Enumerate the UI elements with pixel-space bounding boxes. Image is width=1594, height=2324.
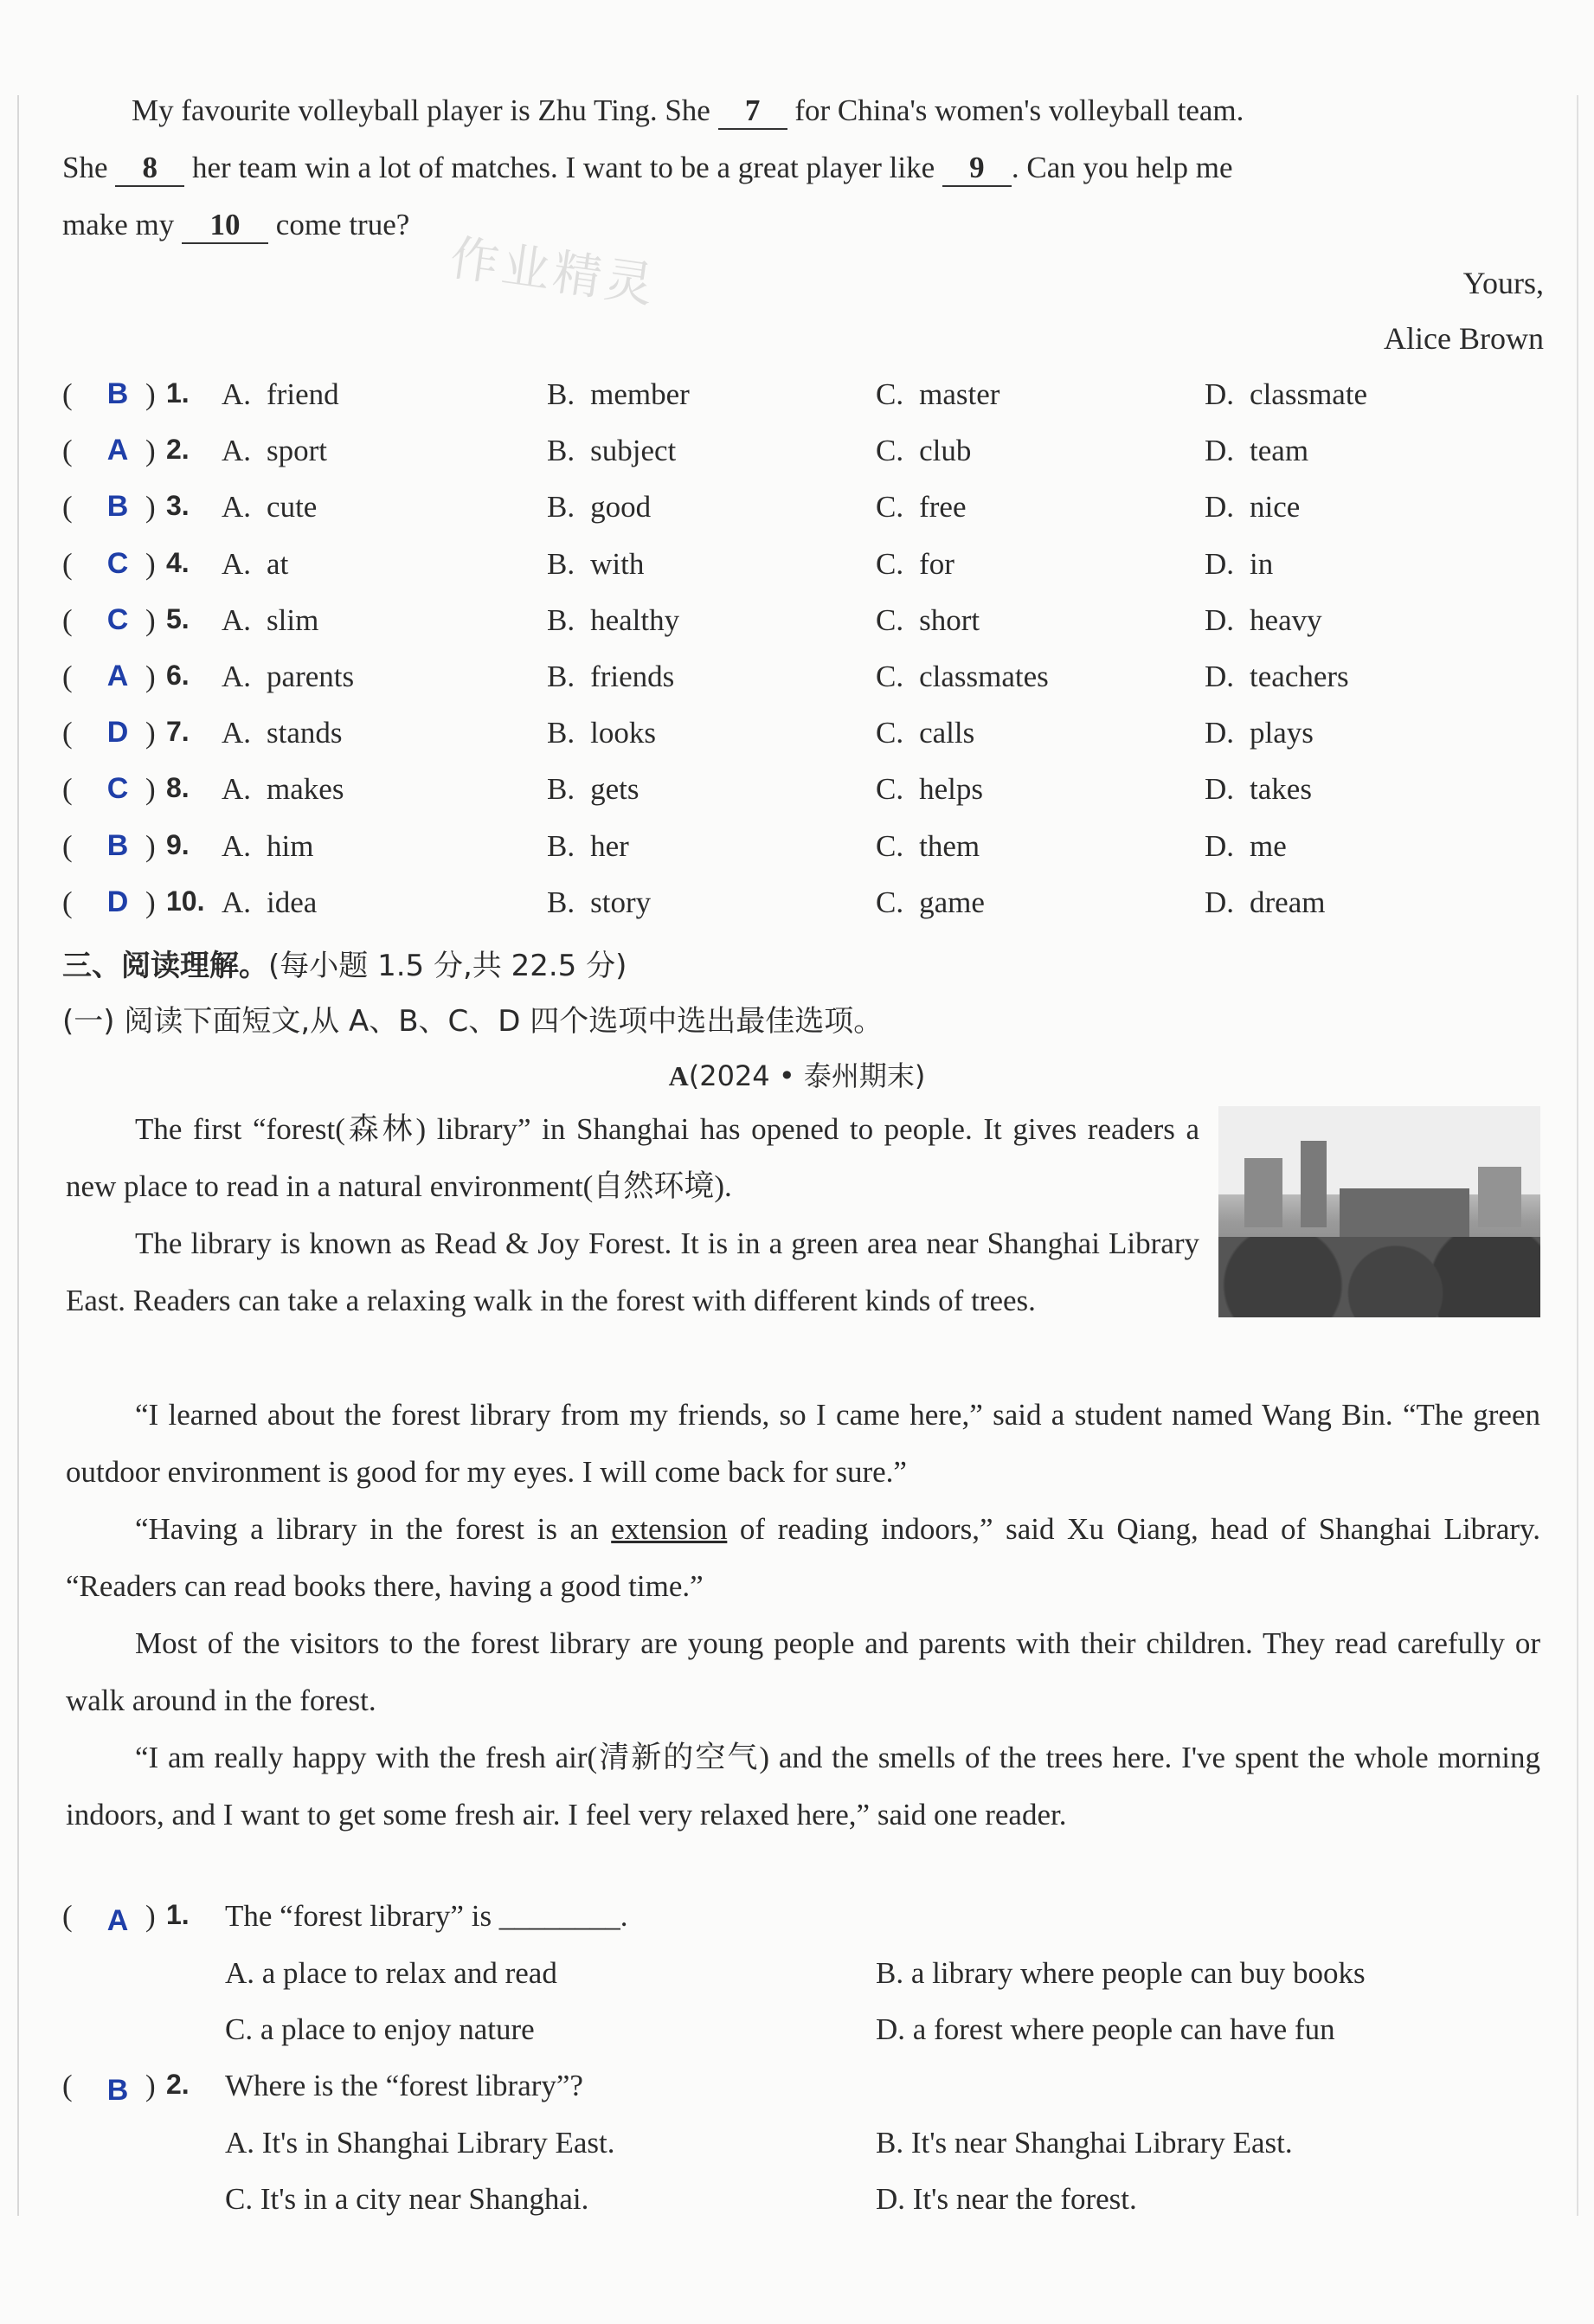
- option-a: A. makes: [222, 772, 344, 807]
- option-b: B. looks: [547, 716, 656, 750]
- blank-10: 10: [182, 208, 268, 244]
- option-a: A. idea: [222, 885, 318, 919]
- option-d: D. plays: [1205, 716, 1314, 750]
- question-number: 1.: [166, 1899, 190, 1930]
- letter-closing: Yours,: [1462, 266, 1544, 300]
- answer-paren-open: (: [62, 716, 73, 750]
- cloze-question: [62, 603, 1551, 655]
- answer-mark: B: [106, 828, 129, 862]
- answer-mark: C: [106, 546, 129, 580]
- answer-paren-open: (: [62, 660, 73, 693]
- option-b: B. subject: [547, 434, 677, 468]
- cloze-question: [62, 547, 1551, 599]
- question-number: 1.: [166, 377, 190, 409]
- answer-paren-close: ): [145, 772, 156, 807]
- option-b: B. story: [547, 885, 652, 919]
- passage-title: A(2024 • 泰州期末): [668, 1059, 926, 1092]
- option-d: D. heavy: [1205, 602, 1322, 637]
- answer-mark: A: [106, 660, 129, 692]
- option-c: C. helps: [876, 772, 983, 807]
- question-number: 7.: [166, 716, 190, 748]
- answer-paren-open: (: [62, 602, 73, 637]
- passage-paragraph-6: “I am really happy with the fresh air(清新的空气) and the smells of the trees here. I've spent the whole morning indoors, and I want to get some fresh air. I feel very relaxed here,” said one reader.: [66, 1741, 1540, 1832]
- option-b: B. gets: [547, 772, 640, 807]
- cloze-question: [62, 772, 1551, 824]
- question-stem: The “forest library” is ________.: [225, 1899, 628, 1933]
- reading-option: B. a library where people can buy books: [876, 1956, 1366, 1990]
- option-b: B. with: [547, 546, 645, 581]
- answer-paren-close: ): [145, 546, 156, 581]
- passage-paragraph-5: Most of the visitors to the forest library are young people and parents with their children. They read carefully or walk around in the forest.: [66, 1626, 1540, 1717]
- reading-question: ( B ) 2. Where is the “forest library”?: [62, 2069, 583, 2107]
- option-a: A. slim: [222, 602, 319, 637]
- passage-paragraph-3: “I learned about the forest library from my friends, so I came here,” said a student named Wang Bin. “The green outdoor environment is good for my eyes. I will come back for sure.”: [66, 1398, 1540, 1489]
- cloze-question: [62, 434, 1551, 486]
- option-d: D. me: [1205, 828, 1287, 863]
- option-d: D. dream: [1205, 885, 1326, 919]
- answer-paren-close: ): [145, 660, 156, 693]
- option-a: A. friend: [222, 377, 339, 411]
- option-b: B. healthy: [547, 602, 680, 637]
- question-number: 4.: [166, 546, 190, 578]
- option-d: D. teachers: [1205, 660, 1349, 693]
- question-number: 3.: [166, 490, 190, 522]
- question-number: 8.: [166, 772, 190, 804]
- blank-7: 7: [718, 93, 787, 130]
- cloze-question: [62, 660, 1551, 711]
- passage-paragraph-1: The first “forest(森林) library” in Shanghai has opened to people. It gives readers a new place to read in a natural environment(自然环境).: [66, 1112, 1199, 1203]
- answer-paren-open: (: [62, 546, 73, 581]
- reading-question: ( A ) 1. The “forest library” is ________.: [62, 1899, 628, 1937]
- option-c: C. free: [876, 490, 967, 525]
- option-c: C. them: [876, 828, 980, 863]
- option-d: D. nice: [1205, 490, 1301, 525]
- question-number: 5.: [166, 602, 190, 634]
- answer-mark: A: [106, 1904, 129, 1937]
- option-c: C. short: [876, 602, 980, 637]
- option-d: D. classmate: [1205, 377, 1368, 411]
- answer-paren-close: ): [145, 434, 156, 468]
- option-a: A. cute: [222, 490, 318, 525]
- letter-line-1: My favourite volleyball player is Zhu Ting. She 7 for China's women's volleyball team.: [132, 93, 1244, 130]
- answer-mark: B: [106, 490, 129, 524]
- reading-option: D. a forest where people can have fun: [876, 2012, 1335, 2046]
- option-b: B. member: [547, 377, 690, 411]
- reading-option: B. It's near Shanghai Library East.: [876, 2126, 1293, 2160]
- reading-option: C. It's in a city near Shanghai.: [225, 2182, 589, 2216]
- option-a: A. sport: [222, 434, 328, 468]
- answer-paren-open: (: [62, 885, 73, 919]
- forest-library-photo: [1218, 1106, 1540, 1317]
- answer-paren-close: ): [145, 602, 156, 637]
- answer-paren-open: (: [62, 434, 73, 468]
- answer-mark: C: [106, 772, 129, 806]
- answer-paren-close: ): [145, 716, 156, 750]
- option-b: B. good: [547, 490, 652, 525]
- option-d: D. in: [1205, 546, 1274, 581]
- answer-paren-close: ): [145, 490, 156, 525]
- option-c: C. classmates: [876, 660, 1049, 693]
- answer-paren-open: (: [62, 377, 73, 411]
- option-c: C. calls: [876, 716, 975, 750]
- question-number: 2.: [166, 2069, 190, 2100]
- answer-mark: A: [106, 434, 129, 467]
- answer-mark: D: [106, 885, 129, 918]
- option-d: D. team: [1205, 434, 1309, 468]
- answer-paren-close: ): [145, 828, 156, 863]
- reading-option: A. It's in Shanghai Library East.: [225, 2126, 615, 2160]
- cloze-question: [62, 490, 1551, 542]
- passage-paragraph-4: “Having a library in the forest is an extension of reading indoors,” said Xu Qiang, head of Shanghai Library. “Readers can read books there, having a good time.”: [66, 1512, 1540, 1603]
- option-a: A. parents: [222, 660, 355, 693]
- reading-option: D. It's near the forest.: [876, 2182, 1137, 2216]
- option-c: C. club: [876, 434, 972, 468]
- answer-mark: B: [106, 2074, 129, 2107]
- underlined-word-extension: extension: [611, 1512, 728, 1546]
- page-edge-left: [17, 95, 19, 2216]
- blank-8: 8: [115, 151, 184, 187]
- letter-line-2: She 8 her team win a lot of matches. I want to be a great player like 9 . Can you help me: [62, 151, 1233, 187]
- answer-mark: B: [106, 377, 129, 410]
- option-c: C. master: [876, 377, 1000, 411]
- blank-9: 9: [942, 151, 1012, 187]
- option-a: A. at: [222, 546, 289, 581]
- reading-option: C. a place to enjoy nature: [225, 2012, 535, 2046]
- question-number: 10.: [166, 885, 205, 917]
- section-3-heading: 三、阅读理解。(每小题 1.5 分,共 22.5 分): [62, 949, 627, 983]
- answer-paren-close: ): [145, 885, 156, 919]
- answer-mark: C: [106, 602, 129, 636]
- passage-paragraph-2-start: The library is known as Read & Joy Forest. It is in a green area near Shanghai Library East. Readers can take a relaxing walk in the forest with different kinds of trees.: [66, 1226, 1199, 1317]
- cloze-question: [62, 716, 1551, 768]
- cloze-question: [62, 377, 1551, 429]
- section-3-instructions: (一) 阅读下面短文,从 A、B、C、D 四个选项中选出最佳选项。: [62, 1004, 884, 1039]
- letter-line-3: make my 10 come true?: [62, 208, 409, 244]
- option-d: D. takes: [1205, 772, 1312, 807]
- cloze-question: [62, 829, 1551, 881]
- question-number: 2.: [166, 434, 190, 466]
- answer-paren-open: (: [62, 828, 73, 863]
- answer-mark: D: [106, 716, 129, 750]
- watermark: 作业精灵: [447, 229, 660, 315]
- option-a: A. stands: [222, 716, 343, 750]
- question-number: 9.: [166, 828, 190, 860]
- option-b: B. friends: [547, 660, 675, 693]
- question-number: 6.: [166, 660, 190, 691]
- question-stem: Where is the “forest library”?: [225, 2069, 583, 2102]
- option-b: B. her: [547, 828, 629, 863]
- letter-signature: Alice Brown: [1384, 321, 1544, 356]
- answer-paren-open: (: [62, 772, 73, 807]
- reading-option: A. a place to relax and read: [225, 1956, 557, 1990]
- option-a: A. him: [222, 828, 314, 863]
- answer-paren-close: ): [145, 377, 156, 411]
- page-edge-right: [1577, 95, 1578, 2216]
- option-c: C. for: [876, 546, 954, 581]
- option-c: C. game: [876, 885, 985, 919]
- answer-paren-open: (: [62, 490, 73, 525]
- cloze-question: [62, 885, 1551, 937]
